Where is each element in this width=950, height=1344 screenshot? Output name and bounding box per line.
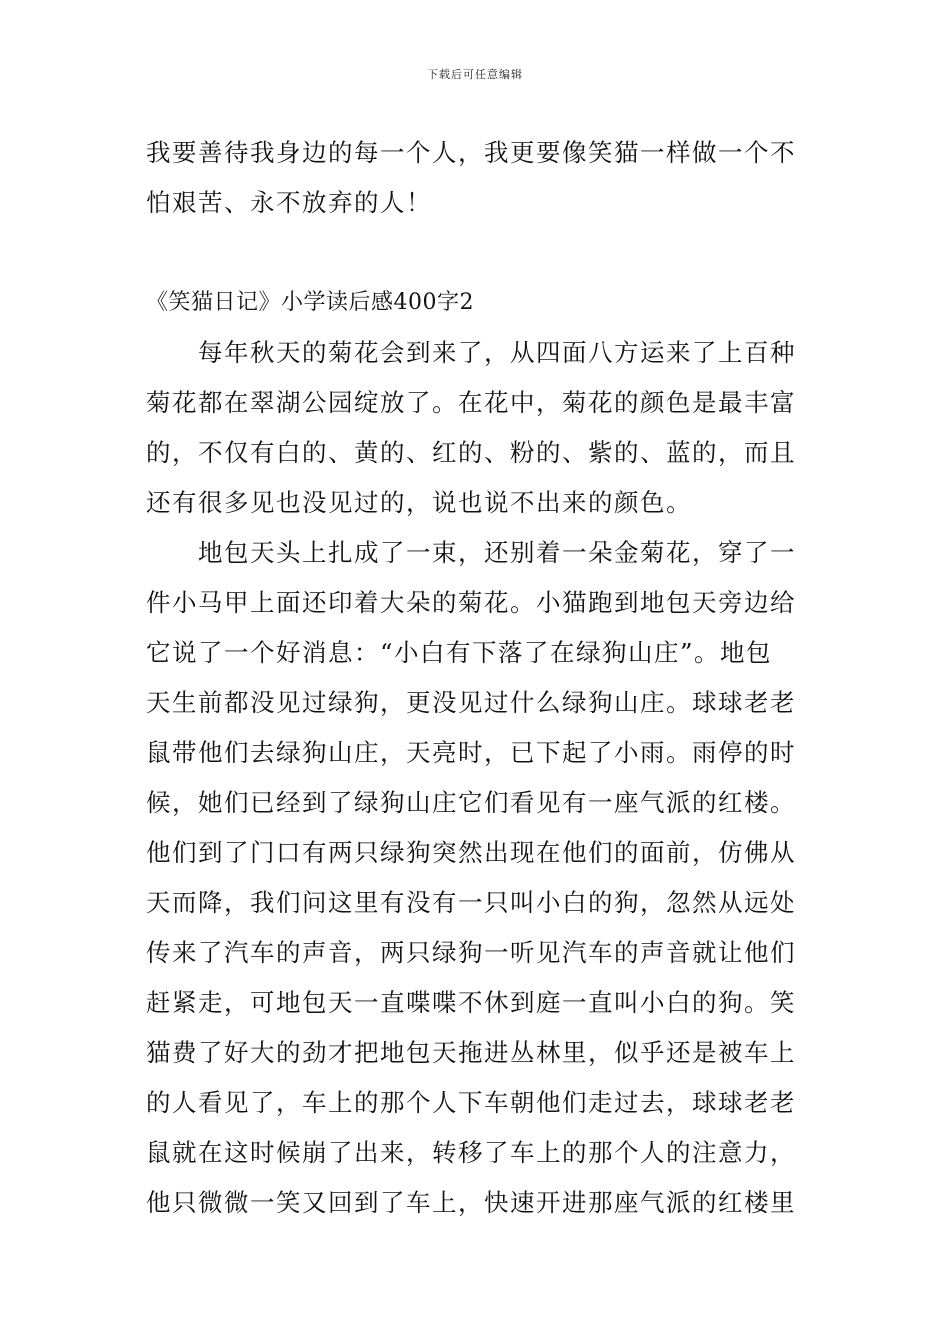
text-line: 天而降，我们问这里有没有一只叫小白的狗，忽然从远处 [146, 888, 796, 917]
paragraph-1 [146, 328, 810, 528]
text-line: 每年秋天的菊花会到来了，从四面八方运来了上百种 [146, 338, 796, 367]
text-line: 鼠就在这时候崩了出来，转移了车上的那个人的注意力， [146, 1138, 796, 1167]
text-line: 传来了汽车的声音，两只绿狗一听见汽车的声音就让他们 [146, 938, 796, 967]
text-line: 还有很多见也没见过的，说也说不出来的颜色。 [146, 488, 692, 517]
page-header: 下载后可任意编辑 [427, 68, 523, 81]
text-line: 怕艰苦、永不放弃的人！ [146, 188, 432, 217]
text-line: 菊花都在翠湖公园绽放了。在花中，菊花的颜色是最丰富 [146, 388, 796, 417]
text-line: 件小马甲上面还印着大朵的菊花。小猫跑到地包天旁边给 [146, 588, 796, 617]
text-line: 天生前都没见过绿狗，更没见过什么绿狗山庄。球球老老 [146, 688, 796, 717]
text-line: 的，不仅有白的、黄的、红的、粉的、紫的、蓝的，而且 [146, 438, 796, 467]
text-line: 他只微微一笑又回到了车上，快速开进那座气派的红楼里 [146, 1188, 796, 1217]
closing-paragraph [146, 128, 810, 228]
text-line: 他们到了门口有两只绿狗突然出现在他们的面前，仿佛从 [146, 838, 796, 867]
text-line: 候，她们已经到了绿狗山庄它们看见有一座气派的红楼。 [146, 788, 796, 817]
text-line: 它说了一个好消息：“小白有下落了在绿狗山庄”。地包 [146, 638, 773, 667]
text-line: 猫费了好大的劲才把地包天拖进丛林里，似乎还是被车上 [146, 1038, 796, 1067]
text-line: 的人看见了，车上的那个人下车朝他们走过去，球球老老 [146, 1088, 796, 1117]
section-title: 《笑猫日记》小学读后感400字2 [146, 290, 474, 315]
text-line: 鼠带他们去绿狗山庄，天亮时，已下起了小雨。雨停的时 [146, 738, 796, 767]
text-line: 赶紧走，可地包天一直喋喋不休到庭一直叫小白的狗。笑 [146, 988, 796, 1017]
text-line: 地包天头上扎成了一束，还别着一朵金菊花，穿了一 [146, 538, 796, 567]
paragraph-2 [146, 528, 810, 1228]
text-line: 我要善待我身边的每一个人，我更要像笑猫一样做一个不 [146, 138, 796, 167]
